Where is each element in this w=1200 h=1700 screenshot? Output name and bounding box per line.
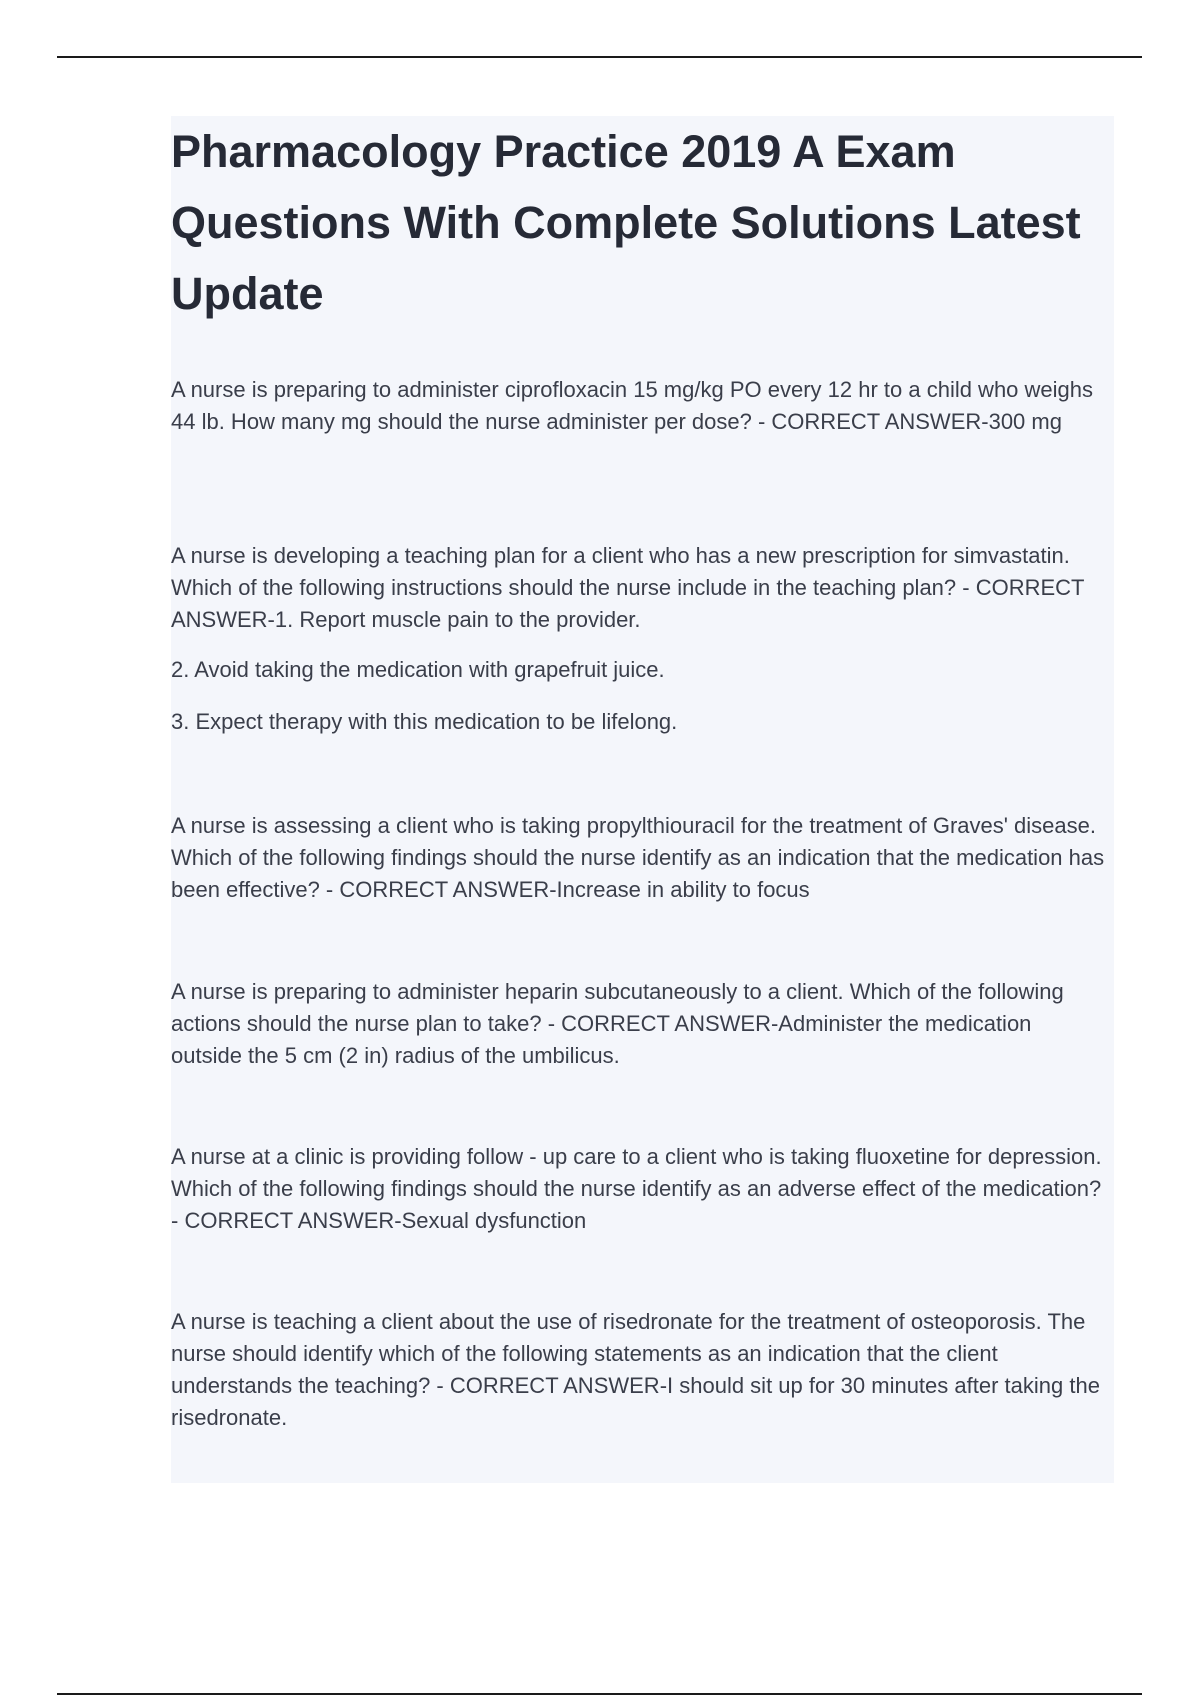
qa-text: A nurse is teaching a client about the use of risedronate for the treatment of osteoporosis. The nurse should identify which of the following statements as an indication that the client understands the teaching? - CORRECT ANSWER-I should sit up for 30 minutes after taking the risedronate.: [171, 1309, 1107, 1430]
qa-item-6: [171, 1306, 1106, 1434]
qa-item-5: [171, 1141, 1106, 1237]
qa-item-1: [171, 374, 1106, 438]
qa-text: A nurse is preparing to administer heparin subcutaneously to a client. Which of the following actions should the nurse plan to take? - CORRECT ANSWER-Administer the medication outside the 5 cm (2 in) radius of the umbilicus.: [171, 979, 1070, 1068]
qa-text: A nurse at a clinic is providing follow - up care to a client who is taking fluoxetine for depression. Which of the following findings should the nurse identify as an adverse effect of the medication? - CORRECT ANSWER-Sexual dysfunction: [171, 1144, 1108, 1233]
qa-item-3: [171, 810, 1111, 906]
qa-extra-line: 3. Expect therapy with this medication to be lifelong.: [171, 709, 678, 734]
top-rule: [57, 56, 1142, 58]
qa-item-4: [171, 976, 1106, 1072]
qa-text: A nurse is preparing to administer ciprofloxacin 15 mg/kg PO every 12 hr to a child who weighs 44 lb. How many mg should the nurse administer per dose? - CORRECT ANSWER-300 mg: [171, 377, 1100, 434]
bottom-rule: [57, 1693, 1142, 1695]
document-title: Pharmacology Practice 2019 A Exam Questions With Complete Solutions Latest Update: [171, 126, 1081, 319]
qa-item-2: [171, 540, 1106, 738]
qa-extra-line: 2. Avoid taking the medication with grapefruit juice.: [171, 657, 665, 682]
qa-text: A nurse is developing a teaching plan for a client who has a new prescription for simvastatin. Which of the following instructions should the nurse include in the teaching plan? - CORRECT ANSWER-1. Report muscle pain to the provider.: [171, 543, 1089, 632]
qa-text: A nurse is assessing a client who is taking propylthiouracil for the treatment of Graves' disease. Which of the following findings should the nurse identify as an indication that the medication has been effective? - CORRECT ANSWER-Increase in ability to focus: [171, 813, 1111, 902]
document-panel: [171, 116, 1114, 1483]
